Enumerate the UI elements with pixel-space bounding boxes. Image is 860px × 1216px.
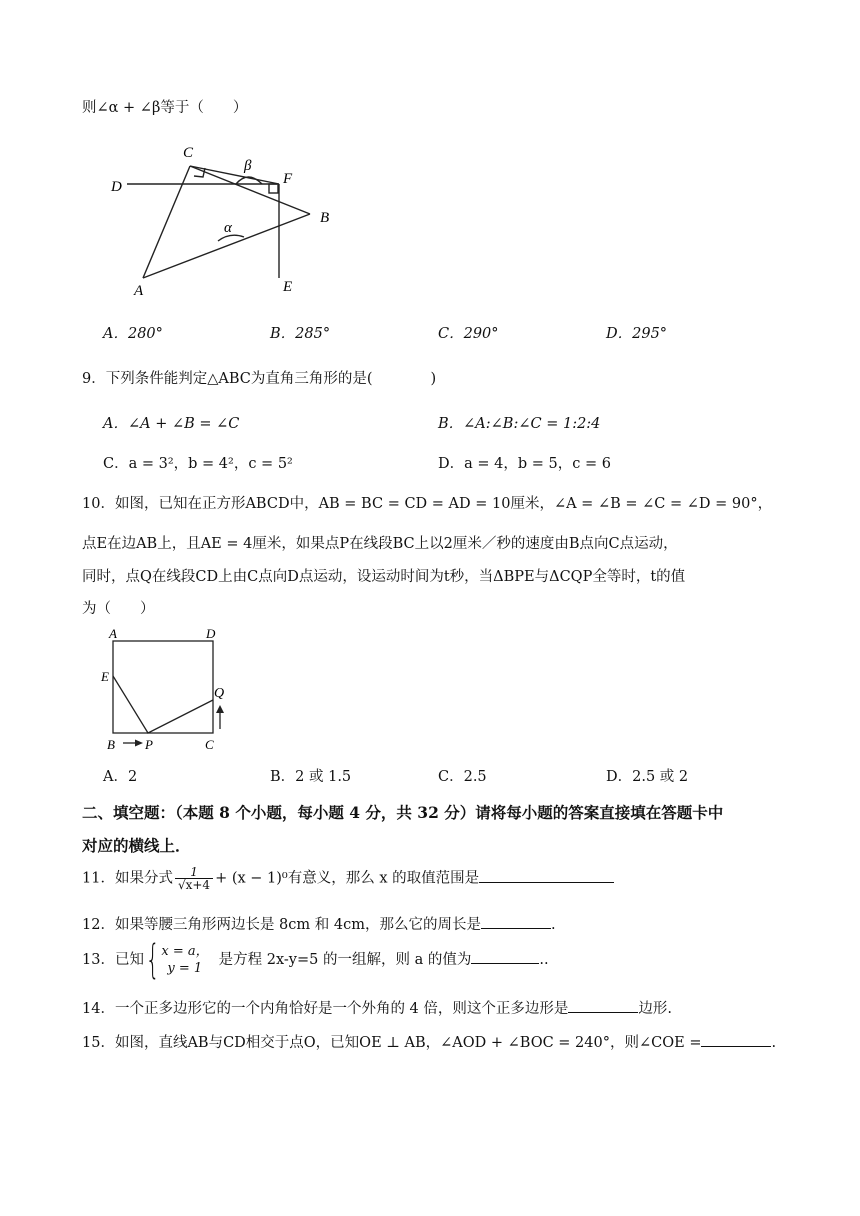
q15-prefix: 15．如图，直线AB与CD相交于点O，已知OE ⊥ AB，∠AOD + ∠BOC = 240°，则∠COE = (82, 1035, 702, 1051)
q10-label-D: D (206, 626, 216, 641)
q11-fraction-denominator: √x+4 (177, 878, 211, 892)
q14-prefix: 14．一个正多边形它的一个内角恰好是一个外角的 4 倍，则这个正多边形是 (82, 1001, 569, 1017)
q11-fraction-numerator: 1 (175, 866, 213, 879)
q9-option-c: C．a = 3²，b = 4²，c = 5² (103, 456, 293, 472)
q9-option-a: A．∠A + ∠B = ∠C (103, 416, 240, 432)
q10-label-E: E (101, 669, 109, 684)
q11-middle: + (x − 1)⁰有意义，那么 x 的取值范围是 (215, 870, 480, 887)
q10-line-3: 同时，点Q在线段CD上由C点向D点运动，设运动时间为t秒，当ΔBPE与ΔCQP全等时，t的值 (82, 569, 686, 585)
q8-label-A: A (134, 283, 144, 298)
q11-prefix: 11．如果分式 (82, 870, 173, 887)
q10-option-c: C．2.5 (438, 769, 487, 785)
q13-middle: 是方程 2x-y=5 的一组解，则 a 的值为 (218, 952, 472, 968)
q13-equation-1: x = a， (161, 944, 209, 959)
q8-label-C: C (183, 145, 194, 161)
q9-option-b: B．∠A:∠B:∠C = 1:2:4 (438, 416, 601, 432)
q10-line-2: 点E在边AB上，且AE = 4厘米，如果点P在线段BC上以2厘米／秒的速度由B点向C点运动， (82, 536, 678, 552)
q8-label-E: E (283, 279, 293, 295)
q12 (82, 913, 556, 934)
q13-suffix: .. (539, 952, 549, 968)
q15-suffix: . (771, 1035, 777, 1051)
section-2-heading-line-1: 二、填空题：（本题 8 个小题，每小题 4 分，共 32 分）请将每小题的答案直接填在答题卡中 (82, 803, 724, 822)
q10-option-a: A．2 (103, 769, 138, 785)
section-2-heading-line-2: 对应的横线上． (82, 836, 191, 855)
q8-option-c: C．290° (438, 326, 499, 342)
q10-line-4: 为（ ） (82, 601, 155, 617)
q10-label-C: C (205, 737, 214, 752)
q10-line-1: 10．如图，已知在正方形ABCD中，AB = BC = CD = AD = 10厘米，∠A = ∠B = ∠C = ∠D = 90°， (82, 496, 773, 512)
q13-equation-2: y = 1 (167, 961, 203, 976)
q14-answer-blank[interactable] (568, 998, 638, 1013)
q8-option-d: D．295° (606, 326, 668, 342)
q12-suffix: . (550, 917, 556, 933)
q8-label-D: D (111, 179, 122, 195)
q10-option-b: B．2 或 1.5 (270, 769, 352, 785)
q10-label-Q: Q (214, 686, 225, 701)
q9-option-d: D．a = 4，b = 5，c = 6 (438, 456, 611, 472)
q13: 13．已知{ x = a， y = 1 是方程 2x-y=5 的一组解，则 a 的值为 .. (82, 937, 549, 983)
q11-fraction (175, 866, 213, 891)
q10-option-d: D．2.5 或 2 (606, 769, 689, 785)
q8-label-F: F (283, 171, 293, 187)
q12-answer-blank[interactable] (481, 914, 551, 929)
q10-label-A: A (109, 626, 117, 641)
q8-figure (100, 138, 350, 298)
q9-stem: 9．下列条件能判定△ABC为直角三角形的是( ) (82, 371, 437, 387)
q11 (82, 866, 614, 891)
q12-prefix: 12．如果等腰三角形两边长是 8cm 和 4cm，那么它的周长是 (82, 917, 481, 933)
q14 (82, 997, 672, 1018)
q10-figure (100, 624, 230, 754)
q13-prefix: 13．已知 (82, 952, 144, 968)
q8-label-alpha: α (224, 220, 232, 236)
q13-equation-system (161, 943, 208, 977)
q8-label-B: B (320, 210, 330, 226)
q8-option-b: B．285° (270, 326, 331, 342)
q15-answer-blank[interactable] (701, 1032, 771, 1047)
q15 (82, 1031, 776, 1052)
q8-stem-tail: 则∠α + ∠β等于（ ） (82, 100, 248, 116)
q10-label-P: P (145, 737, 153, 752)
q14-suffix: 边形. (638, 1001, 673, 1017)
q10-label-B: B (107, 737, 115, 752)
q11-answer-blank[interactable] (479, 868, 614, 883)
q8-option-a: A．280° (103, 326, 163, 342)
q8-label-beta: β (244, 158, 252, 174)
q13-answer-blank[interactable] (471, 949, 539, 964)
